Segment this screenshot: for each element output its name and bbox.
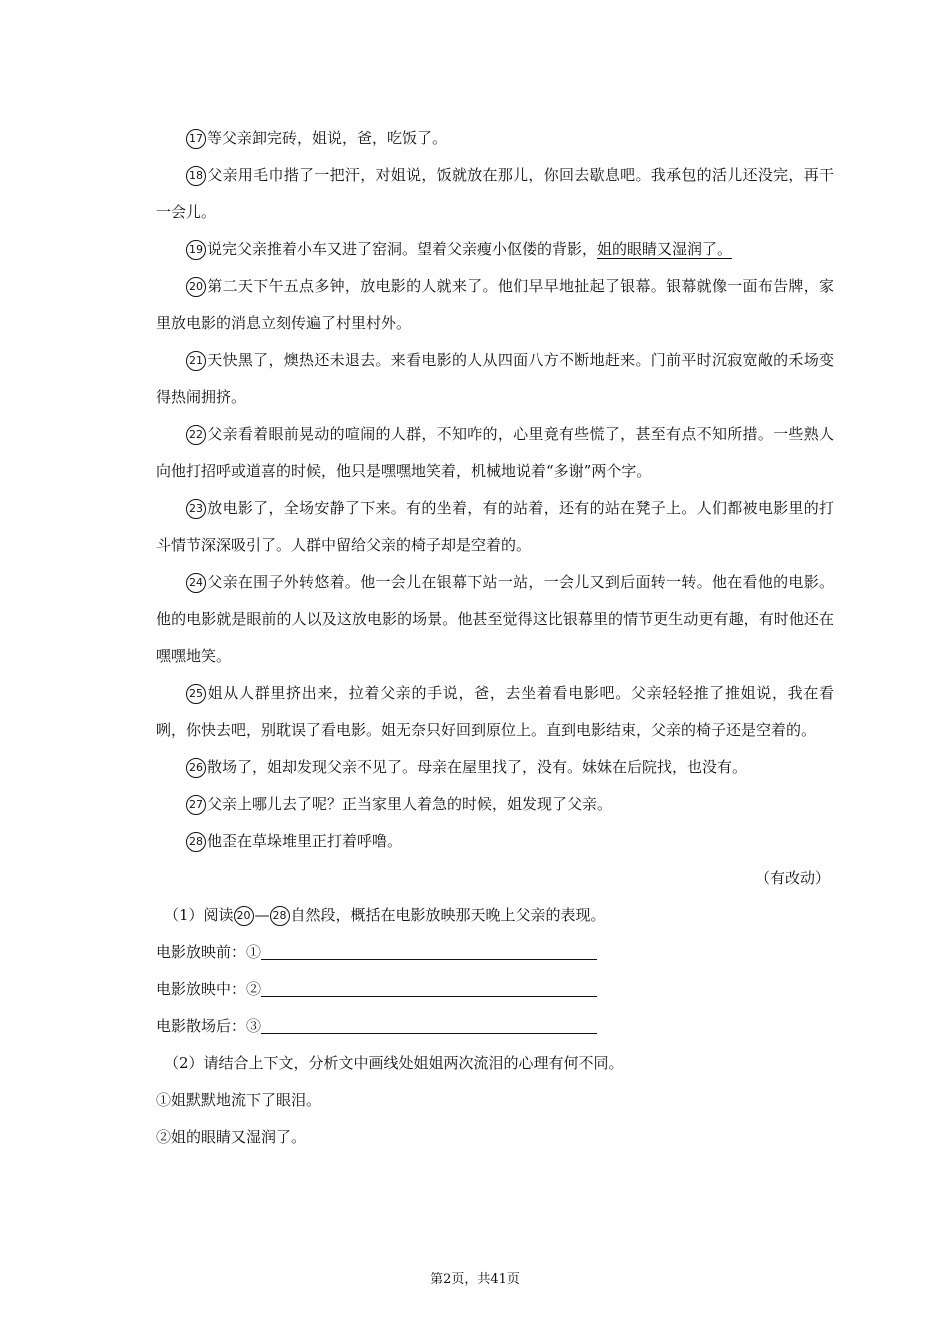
answer-line-label: 电影放映前：①: [156, 943, 262, 961]
paragraph-indent: [156, 795, 207, 813]
paragraph-number: 27: [186, 795, 206, 815]
article-paragraph: [156, 416, 834, 490]
answer-line-label: 电影散场后：③: [156, 1017, 262, 1035]
paragraph-number-from: 20: [234, 906, 254, 926]
page-content: [156, 120, 834, 1156]
answer-line-label: 电影放映中：②: [156, 980, 262, 998]
question-2-item-2: ②姐的眼睛又湿润了。: [156, 1128, 307, 1146]
paragraph-text: 父亲用毛巾揩了一把汗，对姐说，饭就放在那儿，你回去歇息吧。我承包的活儿还没完，再干一会儿。: [156, 166, 834, 221]
paragraph-text: 说完父亲推着小车又进了窑洞。望着父亲瘦小伛偻的背影，: [207, 240, 598, 258]
question-1-dash: —: [254, 906, 270, 924]
paragraph-text: 父亲在围子外转悠着。他一会儿在银幕下站一站，一会儿又到后面转一转。他在看他的电影。他的电影就是眼前的人以及这放电影的场景。他甚至觉得这比银幕里的情节更生动更有趣，有时他还在嘿嘿地笑。: [156, 573, 834, 665]
paragraph-text: 他歪在草垛堆里正打着呼噜。: [207, 832, 403, 850]
paragraph-text: 天快黑了，燠热还未退去。来看电影的人从四面八方不断地赶来。门前平时沉寂宽敞的禾场变得热闹拥挤。: [156, 351, 834, 406]
article-paragraph: [156, 231, 834, 268]
paragraph-indent: [156, 277, 207, 295]
answer-line-2: [156, 971, 834, 1008]
paragraph-indent: [156, 499, 207, 517]
paragraph-number: 20: [186, 277, 206, 297]
source-note: （有改动）: [754, 869, 830, 887]
article-paragraph: [156, 490, 834, 564]
article-paragraph: [156, 120, 834, 157]
question-1-prompt: [156, 897, 834, 934]
answer-line-3: [156, 1008, 834, 1045]
paragraph-text: 放电影了，全场安静了下来。有的坐着，有的站着，还有的站在凳子上。人们都被电影里的打斗情节深深吸引了。人群中留给父亲的椅子却是空着的。: [156, 499, 834, 554]
paragraph-number: 19: [186, 240, 206, 260]
article-paragraph: [156, 342, 834, 416]
paragraph-number: 23: [186, 499, 206, 519]
paragraph-number: 22: [186, 425, 206, 445]
paragraph-number-to: 28: [270, 906, 290, 926]
article-body: [156, 120, 834, 860]
article-paragraph: [156, 675, 834, 749]
paragraph-indent: [156, 166, 207, 184]
paragraph-text: 父亲看着眼前晃动的喧闹的人群，不知咋的，心里竟有些慌了，甚至有点不知所措。一些熟人向他打招呼或道喜的时候，他只是嘿嘿地笑着，机械地说着“多谢”两个字。: [156, 425, 834, 480]
paragraph-number: 28: [186, 832, 206, 852]
paragraph-indent: [156, 758, 207, 776]
paragraph-text: 等父亲卸完砖，姐说，爸，吃饭了。: [207, 129, 448, 147]
paragraph-indent: [156, 425, 207, 443]
answer-line-1: [156, 934, 834, 971]
answer-blank[interactable]: [261, 942, 597, 960]
article-paragraph: [156, 786, 834, 823]
paragraph-indent: [156, 351, 207, 369]
paragraph-number: 24: [186, 573, 206, 593]
question-2-prompt: （2）请结合上下文，分析文中画线处姐姐两次流泪的心理有何不同。: [164, 1054, 624, 1072]
paragraph-number: 18: [186, 166, 206, 186]
page-footer: 第2页，共41页: [430, 1272, 520, 1287]
paragraph-text: 父亲上哪儿去了呢？正当家里人着急的时候，姐发现了父亲。: [207, 795, 613, 813]
question-2-item-1: ①姐默默地流下了眼泪。: [156, 1091, 322, 1109]
article-paragraph: [156, 823, 834, 860]
question-1-suffix: 自然段，概括在电影放映那天晚上父亲的表现。: [290, 906, 606, 924]
paragraph-indent: [156, 573, 207, 591]
paragraph-number: 26: [186, 758, 206, 778]
question-1-prefix: （1）阅读: [164, 906, 234, 924]
article-paragraph: [156, 157, 834, 231]
paragraph-text: 姐从人群里挤出来，拉着父亲的手说，爸，去坐着看电影吧。父亲轻轻推了推姐说，我在看咧，你快去吧，别耽误了看电影。姐无奈只好回到原位上。直到电影结束，父亲的椅子还是空着的。: [156, 684, 834, 739]
paragraph-indent: [156, 240, 207, 258]
paragraph-indent: [156, 832, 207, 850]
paragraph-number: 17: [186, 129, 206, 149]
underlined-sentence: 姐的眼睛又湿润了。: [597, 240, 733, 258]
article-paragraph: [156, 564, 834, 675]
paragraph-text: 第二天下午五点多钟，放电影的人就来了。他们早早地扯起了银幕。银幕就像一面布告牌，家里放电影的消息立刻传遍了村里村外。: [156, 277, 834, 332]
answer-blank[interactable]: [261, 1016, 597, 1034]
paragraph-text: 散场了，姐却发现父亲不见了。母亲在屋里找了，没有。妹妹在后院找，也没有。: [207, 758, 748, 776]
article-paragraph: [156, 749, 834, 786]
paragraph-indent: [156, 129, 207, 147]
answer-blank[interactable]: [261, 979, 597, 997]
paragraph-indent: [156, 684, 207, 702]
paragraph-number: 21: [186, 351, 206, 371]
paragraph-number: 25: [186, 684, 206, 704]
article-paragraph: [156, 268, 834, 342]
